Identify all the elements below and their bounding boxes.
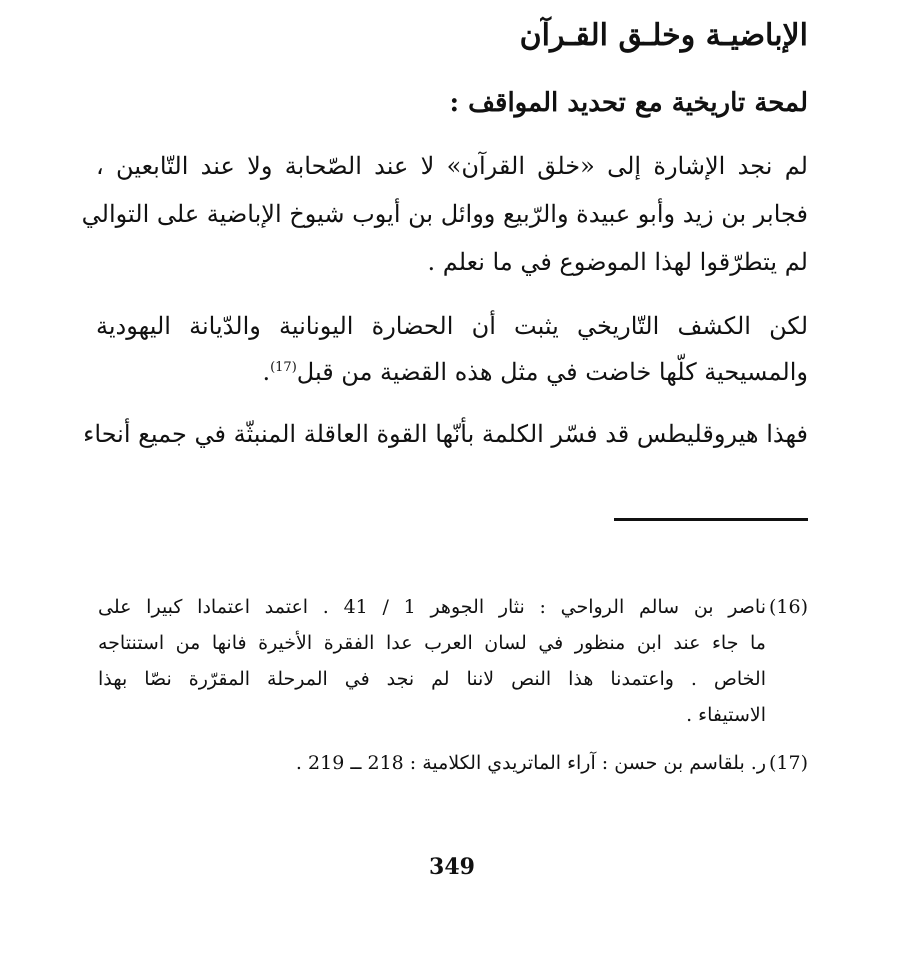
- section-subtitle: لمحة تاريخية مع تحديد المواقف :: [449, 88, 808, 118]
- page-number: 349: [429, 854, 475, 880]
- footnote-16-line-4: الاستيفاء .: [686, 704, 766, 726]
- paragraph-1-line-3: لم يتطرّقوا لهذا الموضوع في ما نعلم .: [427, 248, 808, 276]
- footnote-16-line-3: الخاص . واعتمدنا هذا النص لاننا لم نجد في المرحلة المقرّرة نصّا بهذا: [98, 668, 766, 690]
- paragraph-1-line-1: لم نجد الإشارة إلى «خلق القرآن» لا عند الصّحابة ولا عند التّابعين ،: [96, 152, 808, 180]
- paragraph-2-line-1: لكن الكشف التّاريخي يثبت أن الحضارة اليونانية والدّيانة اليهودية: [96, 312, 808, 340]
- paragraph-2-line-2-text: والمسيحية كلّها خاضت في مثل هذه القضية من قبل: [296, 358, 808, 386]
- footnote-16-number: (16): [768, 596, 808, 618]
- footnote-17-line-1: ر. بلقاسم بن حسن : آراء الماتريدي الكلامية : 218 ــ 219 .: [295, 752, 766, 774]
- footnote-17-number: (17): [768, 752, 808, 774]
- footnote-16-line-2: ما جاء عند ابن منظور في لسان العرب عدا الفقرة الأخيرة فانها من استنتاجه: [98, 632, 766, 654]
- paragraph-1-line-2: فجابر بن زيد وأبو عبيدة والرّبيع ووائل بن أيوب شيوخ الإباضية على التوالي: [81, 200, 808, 228]
- paragraph-2-line-2: والمسيحية كلّها خاضت في مثل هذه القضية من قبل$^{(17)}$.: [262, 358, 808, 386]
- footnote-separator: [614, 518, 808, 521]
- footnote-ref-17: (17): [270, 360, 297, 375]
- paragraph-3-line-1: فهذا هيروقليطس قد فسّر الكلمة بأنّها القوة العاقلة المنبثّة في جميع أنحاء: [83, 420, 808, 448]
- footnote-16-line-1: ناصر بن سالم الرواحي : نثار الجوهر 1 / 41 . اعتمد اعتمادا كبيرا على: [98, 596, 766, 618]
- chapter-title: الإباضيـة وخلـق القـرآن: [519, 18, 808, 53]
